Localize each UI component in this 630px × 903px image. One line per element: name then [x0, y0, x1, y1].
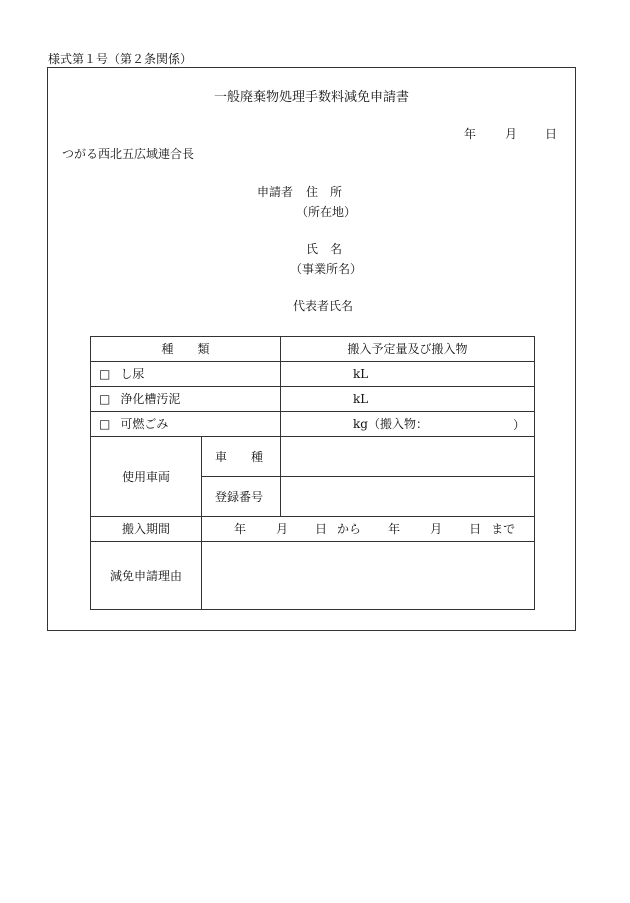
table-row [91, 362, 535, 387]
vehicle-type-row [91, 437, 535, 477]
vehicle-type-field[interactable] [281, 437, 535, 477]
checkbox-septic-sludge[interactable]: □ [99, 392, 111, 406]
type-label: 浄化槽汚泥 [120, 392, 181, 406]
date-day: 日 [545, 127, 558, 141]
header-type: 種 類 [91, 337, 281, 362]
period-row [91, 517, 535, 542]
reason-field[interactable] [202, 542, 535, 610]
period-from-day: 日 [315, 522, 328, 536]
type-cell-night-soil [91, 362, 281, 387]
type-label: 可燃ごみ [120, 417, 169, 431]
registration-label: 登録番号 [202, 477, 281, 517]
type-label: し尿 [120, 367, 145, 381]
table-row [91, 387, 535, 412]
address-label: 住 所 [306, 185, 343, 199]
header-quantity: 搬入予定量及び搬入物 [281, 337, 535, 362]
unit-label: kg（搬入物： [353, 417, 428, 431]
date-month: 月 [505, 127, 518, 141]
close-paren: ） [513, 418, 526, 432]
representative-label: 代表者氏名 [293, 299, 354, 313]
period-to-day: 日 [469, 522, 482, 536]
period-from-year: 年 [234, 522, 247, 536]
type-cell-septic-sludge [91, 387, 281, 412]
period-to-month: 月 [430, 522, 443, 536]
checkbox-combustible[interactable]: □ [99, 417, 111, 431]
applicant-label: 申請者 [257, 185, 294, 199]
quantity-cell [281, 387, 535, 412]
quantity-cell [281, 362, 535, 387]
unit-label: kL [353, 392, 369, 406]
addressee: つがる西北五広域連合長 [62, 147, 195, 161]
vehicle-label: 使用車両 [91, 437, 202, 517]
period-made: まで [491, 522, 516, 536]
reason-row [91, 542, 535, 610]
form-title: 一般廃棄物処理手数料減免申請書 [214, 90, 410, 105]
period-from-month: 月 [276, 522, 289, 536]
type-cell-combustible [91, 412, 281, 437]
table-header-row [91, 337, 535, 362]
unit-label: kL [353, 367, 369, 381]
quantity-cell [281, 412, 535, 437]
name-sub-label: （事業所名） [290, 262, 363, 276]
address-sub-label: （所在地） [296, 205, 357, 219]
checkbox-night-soil[interactable]: □ [99, 367, 111, 381]
vehicle-type-label: 車 種 [202, 437, 281, 477]
table-row [91, 412, 535, 437]
waste-table [90, 336, 535, 610]
period-kara: から [337, 522, 362, 536]
form-number: 様式第１号（第２条関係） [48, 52, 193, 66]
date-year: 年 [464, 127, 477, 141]
registration-field[interactable] [281, 477, 535, 517]
period-label: 搬入期間 [91, 517, 202, 542]
name-label: 氏 名 [306, 242, 343, 256]
period-to-year: 年 [388, 522, 401, 536]
reason-label: 減免申請理由 [91, 542, 202, 610]
period-field[interactable] [202, 517, 535, 542]
